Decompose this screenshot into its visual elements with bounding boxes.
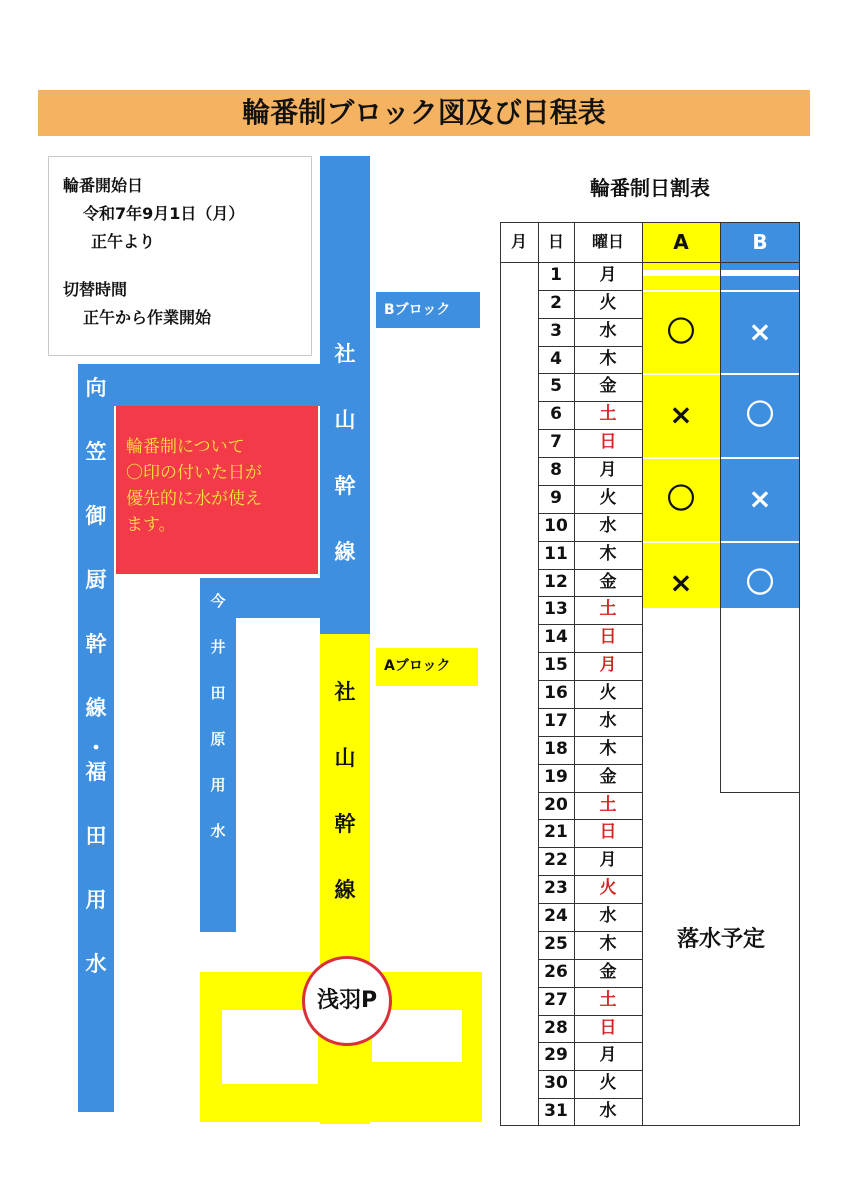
row-divider <box>538 1015 642 1016</box>
day-cell: 22 <box>544 850 568 871</box>
weekday-cell: 月 <box>599 1045 617 1066</box>
weekday-cell: 土 <box>599 404 617 425</box>
weekday-cell: 火 <box>599 1073 617 1094</box>
schedule-day1-gap <box>642 270 800 276</box>
row-divider <box>538 346 642 347</box>
row-divider <box>538 764 642 765</box>
weekday-cell: 日 <box>599 627 617 648</box>
day-cell: 9 <box>550 487 562 508</box>
weekday-cell: 水 <box>599 710 617 731</box>
schedule-a-mark: 〇 <box>666 482 695 516</box>
notice-line-3: 優先的に水が使え <box>126 489 262 509</box>
header-a: A <box>673 230 689 254</box>
page-title: 輪番制ブロック図及び日程表 <box>242 96 606 129</box>
weekday-cell: 木 <box>599 738 617 759</box>
start-label: 輪番開始日 <box>63 176 144 195</box>
schedule-block-divider <box>642 373 800 375</box>
weekday-cell: 火 <box>599 683 617 704</box>
schedule-b-mark: × <box>748 482 772 516</box>
col-border-3 <box>642 222 643 1126</box>
table-bottom-border <box>500 1125 800 1126</box>
schedule-a-mark: × <box>669 398 693 432</box>
weekday-cell: 金 <box>599 376 617 397</box>
day-cell: 8 <box>550 460 562 481</box>
table-top-border <box>500 222 800 223</box>
row-divider <box>538 373 642 374</box>
weekday-cell: 火 <box>599 878 617 899</box>
schedule-table <box>500 222 800 1126</box>
schedule-block-divider <box>642 457 800 459</box>
block-b-label: Bブロック <box>376 292 480 328</box>
row-divider <box>538 290 642 291</box>
row-divider <box>538 903 642 904</box>
header-month: 月 <box>510 232 527 251</box>
weekday-cell: 土 <box>599 599 617 620</box>
col-border-0 <box>500 222 501 1126</box>
day-cell: 10 <box>544 515 568 536</box>
a-block-gap-left <box>222 1010 318 1084</box>
start-time: 正午より <box>91 232 156 251</box>
notice-line-1: 輪番制について <box>126 437 245 457</box>
row-divider <box>538 680 642 681</box>
row-divider <box>538 569 642 570</box>
canal-label-upper: 社 山 幹 線 <box>334 342 356 564</box>
weekday-cell: 日 <box>599 1017 617 1038</box>
table-title: 輪番制日割表 <box>590 176 710 200</box>
weekday-cell: 木 <box>599 933 617 954</box>
weekday-cell: 金 <box>599 766 617 787</box>
header-b: B <box>752 230 768 254</box>
row-divider <box>538 429 642 430</box>
day-cell: 12 <box>544 571 568 592</box>
weekday-cell: 水 <box>599 1101 617 1122</box>
weekday-cell: 月 <box>599 460 617 481</box>
col-border-2 <box>574 222 575 1126</box>
col-border-4 <box>720 222 721 792</box>
switch-label: 切替時間 <box>63 280 128 299</box>
row-divider <box>538 541 642 542</box>
schedule-b-mark: × <box>748 314 772 348</box>
row-divider <box>538 1042 642 1043</box>
weekday-cell: 水 <box>599 906 617 927</box>
weekday-cell: 火 <box>599 487 617 508</box>
day-cell: 18 <box>544 738 568 759</box>
day-cell: 7 <box>550 432 562 453</box>
header-day: 日 <box>547 232 564 251</box>
row-divider <box>538 792 642 793</box>
weekday-cell: 月 <box>599 850 617 871</box>
start-date: 令和7年9月1日（月） <box>83 204 245 223</box>
header-weekday: 曜日 <box>591 232 624 251</box>
day-cell: 21 <box>544 822 568 843</box>
day-cell: 11 <box>544 543 568 564</box>
row-divider <box>538 736 642 737</box>
row-divider <box>538 624 642 625</box>
canal-label-imai: 今 井 田 原 用 水 <box>210 592 226 840</box>
weekday-cell: 木 <box>599 348 617 369</box>
header-bottom-border <box>500 262 800 263</box>
day-cell: 25 <box>544 933 568 954</box>
canal-label-lower: 社 山 幹 線 <box>334 680 356 902</box>
day-cell: 6 <box>550 404 562 425</box>
col-border-1 <box>538 222 539 1126</box>
weekday-cell: 水 <box>599 515 617 536</box>
weekday-cell: 木 <box>599 543 617 564</box>
row-divider <box>538 819 642 820</box>
row-divider <box>538 959 642 960</box>
row-divider <box>538 1070 642 1071</box>
row-divider <box>538 652 642 653</box>
day-cell: 15 <box>544 655 568 676</box>
row-divider <box>538 987 642 988</box>
row-divider <box>538 931 642 932</box>
notice-line-2: 〇印の付いた日が <box>126 463 262 483</box>
row-divider <box>538 847 642 848</box>
schedule-a-mark: 〇 <box>666 314 695 348</box>
pump-station: 浅羽P <box>302 956 392 1046</box>
schedule-b-mark: 〇 <box>745 565 774 599</box>
day-cell: 20 <box>544 794 568 815</box>
day-cell: 4 <box>550 348 562 369</box>
row-divider <box>538 708 642 709</box>
row-divider <box>538 596 642 597</box>
row-divider <box>538 1098 642 1099</box>
weekday-cell: 土 <box>599 794 617 815</box>
info-box <box>48 156 312 356</box>
weekday-cell: 日 <box>599 432 617 453</box>
row-divider <box>538 401 642 402</box>
row-divider <box>538 318 642 319</box>
day-cell: 31 <box>544 1101 568 1122</box>
notice-box <box>116 406 318 574</box>
day-cell: 17 <box>544 710 568 731</box>
day-cell: 28 <box>544 1017 568 1038</box>
schedule-b-mark: 〇 <box>745 398 774 432</box>
drainage-label: 落水予定 <box>676 927 765 952</box>
schedule-block-divider <box>642 541 800 543</box>
day-cell: 14 <box>544 627 568 648</box>
weekday-cell: 水 <box>599 320 617 341</box>
day-cell: 26 <box>544 961 568 982</box>
day-cell: 5 <box>550 376 562 397</box>
row-divider <box>538 513 642 514</box>
day-cell: 29 <box>544 1045 568 1066</box>
day-cell: 16 <box>544 683 568 704</box>
day-cell: 13 <box>544 599 568 620</box>
block-a-label: Aブロック <box>376 648 478 686</box>
row-divider <box>538 875 642 876</box>
weekday-cell: 金 <box>599 571 617 592</box>
b-col-end-border <box>720 792 800 793</box>
weekday-cell: 月 <box>599 265 617 285</box>
day-cell: 30 <box>544 1073 568 1094</box>
day-cell: 24 <box>544 906 568 927</box>
schedule-block-divider <box>642 290 800 292</box>
weekday-cell: 月 <box>599 655 617 676</box>
row-divider <box>538 457 642 458</box>
day-cell: 27 <box>544 989 568 1010</box>
schedule-a-mark: × <box>669 565 693 599</box>
day-cell: 2 <box>550 292 562 313</box>
day-cell: 1 <box>550 265 562 285</box>
notice-line-4: ます。 <box>126 515 176 535</box>
day-cell: 23 <box>544 878 568 899</box>
row-divider <box>538 485 642 486</box>
day-cell: 19 <box>544 766 568 787</box>
weekday-cell: 金 <box>599 961 617 982</box>
canal-label-left: 向 笠 御 厨 幹 線 ・ 福 田 用 水 <box>85 376 107 976</box>
day-cell: 3 <box>550 320 562 341</box>
weekday-cell: 土 <box>599 989 617 1010</box>
weekday-cell: 日 <box>599 822 617 843</box>
col-border-5 <box>799 222 800 1126</box>
switch-text: 正午から作業開始 <box>83 308 212 327</box>
weekday-cell: 火 <box>599 292 617 313</box>
